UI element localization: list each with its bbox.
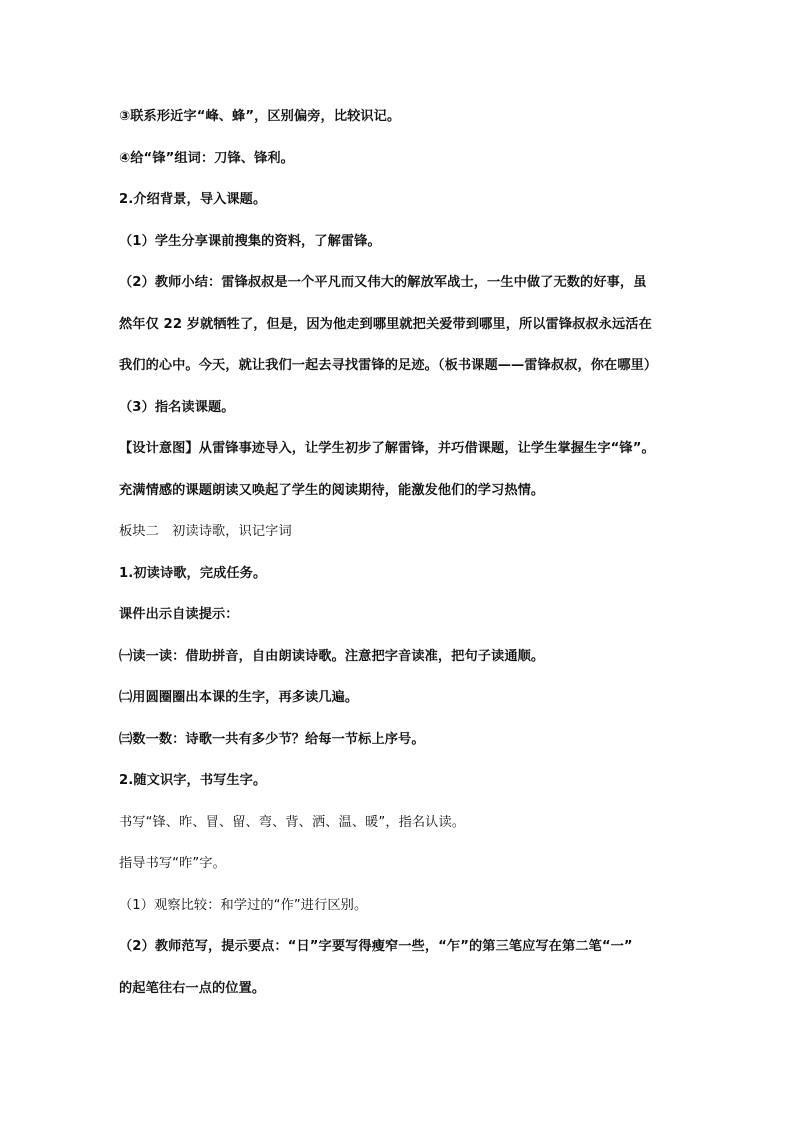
- text-line-1: ③联系形近字“峰、蜂”，区别偏旁，比较识记。: [119, 109, 401, 124]
- text-line-9: 【设计意图】从雷锋事迹导入，让学生初步了解雷锋，并巧借课题，让学生掌握生字“锋”。: [119, 441, 655, 456]
- text-line-2: ④给“锋”组词：刀锋、锋利。: [119, 151, 294, 166]
- text-line-21: （2）教师范写，提示要点：“日”字要写得瘦窄一些，“乍”的第三笔应写在第二笔“一”: [119, 939, 633, 954]
- text-line-15: ㈡用圆圈圈出本课的生字，再多读几遍。: [119, 690, 359, 705]
- text-line-6: 然年仅 22 岁就牺牲了，但是，因为他走到哪里就把关爱带到哪里，所以雷锋叔叔永远活在: [119, 317, 652, 332]
- text-line-17: 2.随文识字，书写生字。: [119, 773, 267, 788]
- text-line-13: 课件出示自读提示：: [119, 607, 239, 622]
- text-line-7: 我们的心中。今天，就让我们一起去寻找雷锋的足迹。（板书课题——雷锋叔叔，你在哪里）: [119, 358, 658, 373]
- text-line-18: 书写“锋、昨、冒、留、弯、背、洒、温、暖”，指名认读。: [119, 815, 466, 830]
- text-line-22: 的起笔往右一点的位置。: [119, 981, 266, 996]
- text-line-5: （2）教师小结：雷锋叔叔是一个平凡而又伟大的解放军战士，一生中做了无数的好事，虽: [119, 275, 647, 290]
- text-line-19: 指导书写“昨”字。: [119, 856, 226, 871]
- text-line-8: （3）指名读课题。: [119, 400, 235, 415]
- text-line-4: （1）学生分享课前搜集的资料，了解雷锋。: [119, 234, 381, 249]
- text-line-16: ㈢数一数：诗歌一共有多少节？给每一节标上序号。: [119, 732, 425, 747]
- text-line-12: 1.初读诗歌，完成任务。: [119, 566, 267, 581]
- text-line-10: 充满情感的课题朗读又唤起了学生的阅读期待，能激发他们的学习热情。: [119, 483, 545, 498]
- text-line-11: 板块二 初读诗歌，识记字词: [119, 524, 292, 539]
- text-line-14: ㈠读一读：借助拼音，自由朗读诗歌。注意把字音读准，把句子读通顺。: [119, 649, 545, 664]
- text-line-3: 2.介绍背景，导入课题。: [119, 192, 267, 207]
- text-line-20: （1）观察比较：和学过的“作”进行区别。: [119, 898, 368, 913]
